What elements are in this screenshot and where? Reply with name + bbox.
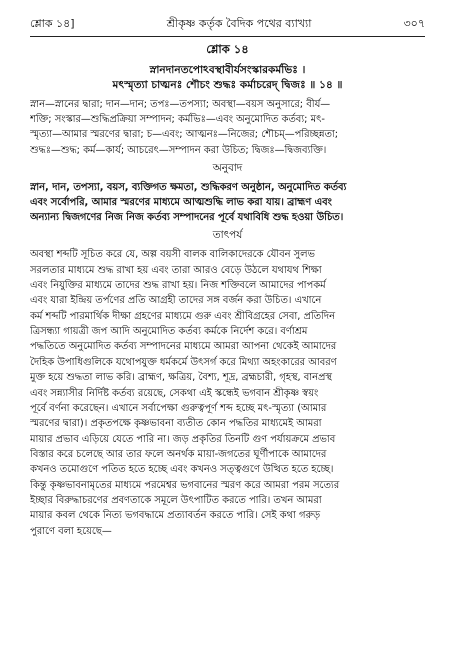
purport-line: মায়ার প্রভাব এড়িয়ে যেতে পারি না। জড় প্রকৃতির তিনটি গুণ পর্যায়ক্রমে প্রভাব: [30, 433, 336, 445]
header-verse-ref: শ্লোক ১৪]: [30, 16, 75, 30]
purport-line: স্মরণের দ্বারা)। প্রকৃতপক্ষে কৃষ্ণভাবনা ব্যতীত কোন পদ্ধতির মাধ্যমেই আমরা: [30, 418, 322, 430]
purport-line: ইচ্ছার বিরুদ্ধাচরণের প্রবণতাকে সমূলে উৎপাটিত করতে পারি। তখন আমরা: [30, 494, 322, 506]
translation-line: অন্যান্য দ্বিজগণের নিজ নিজ কর্তব্য সম্পাদনের পূর্বে যথাবিধি শুদ্ধ হওয়া উচিত।: [30, 212, 344, 224]
purport-text: [30, 247, 425, 539]
purport-line: বিস্তার করে চলেছে আর তার ফলে অনর্থক মায়া-জগতের ঘূর্ণীপাকে আমাদের: [30, 448, 327, 460]
purport-line: পদ্ধতিতে অনুমোদিত কর্তব্য সম্পাদনের মাধ্যমে আমরা আপনা থেকেই আমাদের: [30, 341, 337, 353]
synonyms-line: শুদ্ধঃ—শুদ্ধ; কর্ম—কার্য; আচরেৎ—সম্পাদন করা উচিত; দ্বিজঃ—দ্বিজব্যক্তি।: [30, 144, 327, 156]
page-number: ৩০৭: [403, 16, 425, 30]
purport-line: দৈহিক উপাধিগুলিকে যথোপযুক্ত ধর্মকর্মে উৎসর্গ করে মিথ্যা অহংকারের আবরণ: [30, 356, 337, 368]
translation-text: [30, 180, 425, 226]
sanskrit-line: স্নানদানতপোঽবস্থাবীর্যসংস্কারকর্মভিঃ ।: [149, 64, 306, 76]
purport-line: এবং সন্ন্যাসীর নির্দিষ্ট কর্তব্য রয়েছে, সেকথা এই স্কন্ধেই ভগবান শ্রীকৃষ্ণ স্বয়ং: [30, 387, 319, 399]
sanskrit-line: মৎস্মৃত্যা চাত্মনঃ শৌচং শুদ্ধঃ কর্মাচরেদ্ দ্বিজঃ ॥ ১৪ ॥: [112, 79, 343, 91]
purport-line: এবং নিযুক্তির মাধ্যমে তাদের শুদ্ধ রাখা হয়। নিজ শক্তিবলে আমাদের পাপকর্ম: [30, 280, 326, 292]
purport-line: মুক্ত হয়ে শুদ্ধতা লাভ করি। ব্রাহ্মণ, ক্ষত্রিয়, বৈশ্য, শূদ্র, ব্রহ্মচারী, গৃহস্থ, বানপ্রস্থ: [30, 372, 332, 384]
purport-line: সরলতার মাধ্যমে শুদ্ধ রাখা হয় এবং তারা আরও বেড়ে উঠলে যথাযথ শিক্ষা: [30, 264, 322, 276]
purport-heading: তাৎপর্য: [212, 229, 243, 242]
translation-line: স্নান, দান, তপস্যা, বয়স, ব্যক্তিগত ক্ষমতা, শুদ্ধিকরণ অনুষ্ঠান, অনুমোদিত কর্তব্য: [30, 181, 347, 193]
purport-line: পুরাণে বলা হয়েছে—: [30, 525, 112, 537]
synonyms-line: স্নান—স্নানের দ্বারা; দান—দান; তপঃ—তপস্যা; অবস্থা—বয়স অনুসারে; বীর্য—: [30, 99, 331, 110]
running-header: [30, 14, 425, 34]
purport-line: কিন্তু কৃষ্ণভাবনামৃতের মাধ্যমে পরমেশ্বর ভগবানের স্মরণ করে আমরা পরম সত্যের: [30, 479, 340, 491]
translation-line: এবং সর্বোপরি, আমার স্মরণের মাধ্যমে আত্মশুদ্ধি লাভ করা যায়। ব্রাহ্মণ এবং: [30, 197, 332, 209]
purport-line: পূর্বে বর্ণনা করেছেন। এখানে সর্বাপেক্ষা গুরুত্বপূর্ণ শব্দ হচ্ছে মৎ-স্মৃত্যা (আমার: [30, 402, 327, 414]
word-synonyms: [30, 97, 425, 158]
header-chapter-title: শ্রীকৃষ্ণ কর্তৃক বৈদিক পথের ব্যাখ্যা: [166, 16, 312, 30]
purport-line: কর্ম শব্দটি পারমার্থিক দীক্ষা গ্রহণের মাধ্যমে গুরু এবং শ্রীবিগ্রহের সেবা, প্রতিদিন: [30, 310, 335, 322]
purport-line: অবস্থা শব্দটি সূচিত করে যে, অল্প বয়সী বালক বালিকাদেরকে যৌবন সুলভ: [30, 249, 315, 261]
synonyms-line: শক্তি; সংস্কার—শুদ্ধিপ্রক্রিয়া সম্পাদন; কর্মভিঃ—এবং অনুমোদিত কর্তব্য; মৎ-: [30, 114, 325, 126]
header-rule: [30, 36, 425, 37]
purport-line: ত্রিসন্ধ্যা গায়ত্রী জপ আদি অনুমোদিত কর্তব্য কর্মকে নির্দেশ করে। বর্ণাশ্রম: [30, 326, 308, 338]
sanskrit-verse: [30, 63, 425, 93]
purport-line: কখনও তমোগুণে পতিত হতে হচ্ছে এবং কখনও সত্ত্বগুণে উত্থিত হতে হচ্ছে।: [30, 464, 334, 476]
purport-line: মায়ার কবল থেকে নিত্য ভগবদ্ধামে প্রত্যাবর্তন করতে পারি। সেই কথা গরুড়: [30, 510, 321, 522]
translation-heading: অনুবাদ: [212, 161, 243, 174]
synonyms-line: স্মৃত্যা—আমার স্মরণের দ্বারা; চ—এবং; আত্মনঃ—নিজের; শৌচম্—পরিচ্ছন্নতা;: [30, 129, 339, 141]
verse-number: শ্লোক ১৪: [206, 42, 249, 56]
purport-line: এবং যারা ইন্দ্রিয় তর্পণের প্রতি আগ্রহী তাদের সঙ্গ বর্জন করা উচিত। এখানে: [30, 295, 322, 307]
